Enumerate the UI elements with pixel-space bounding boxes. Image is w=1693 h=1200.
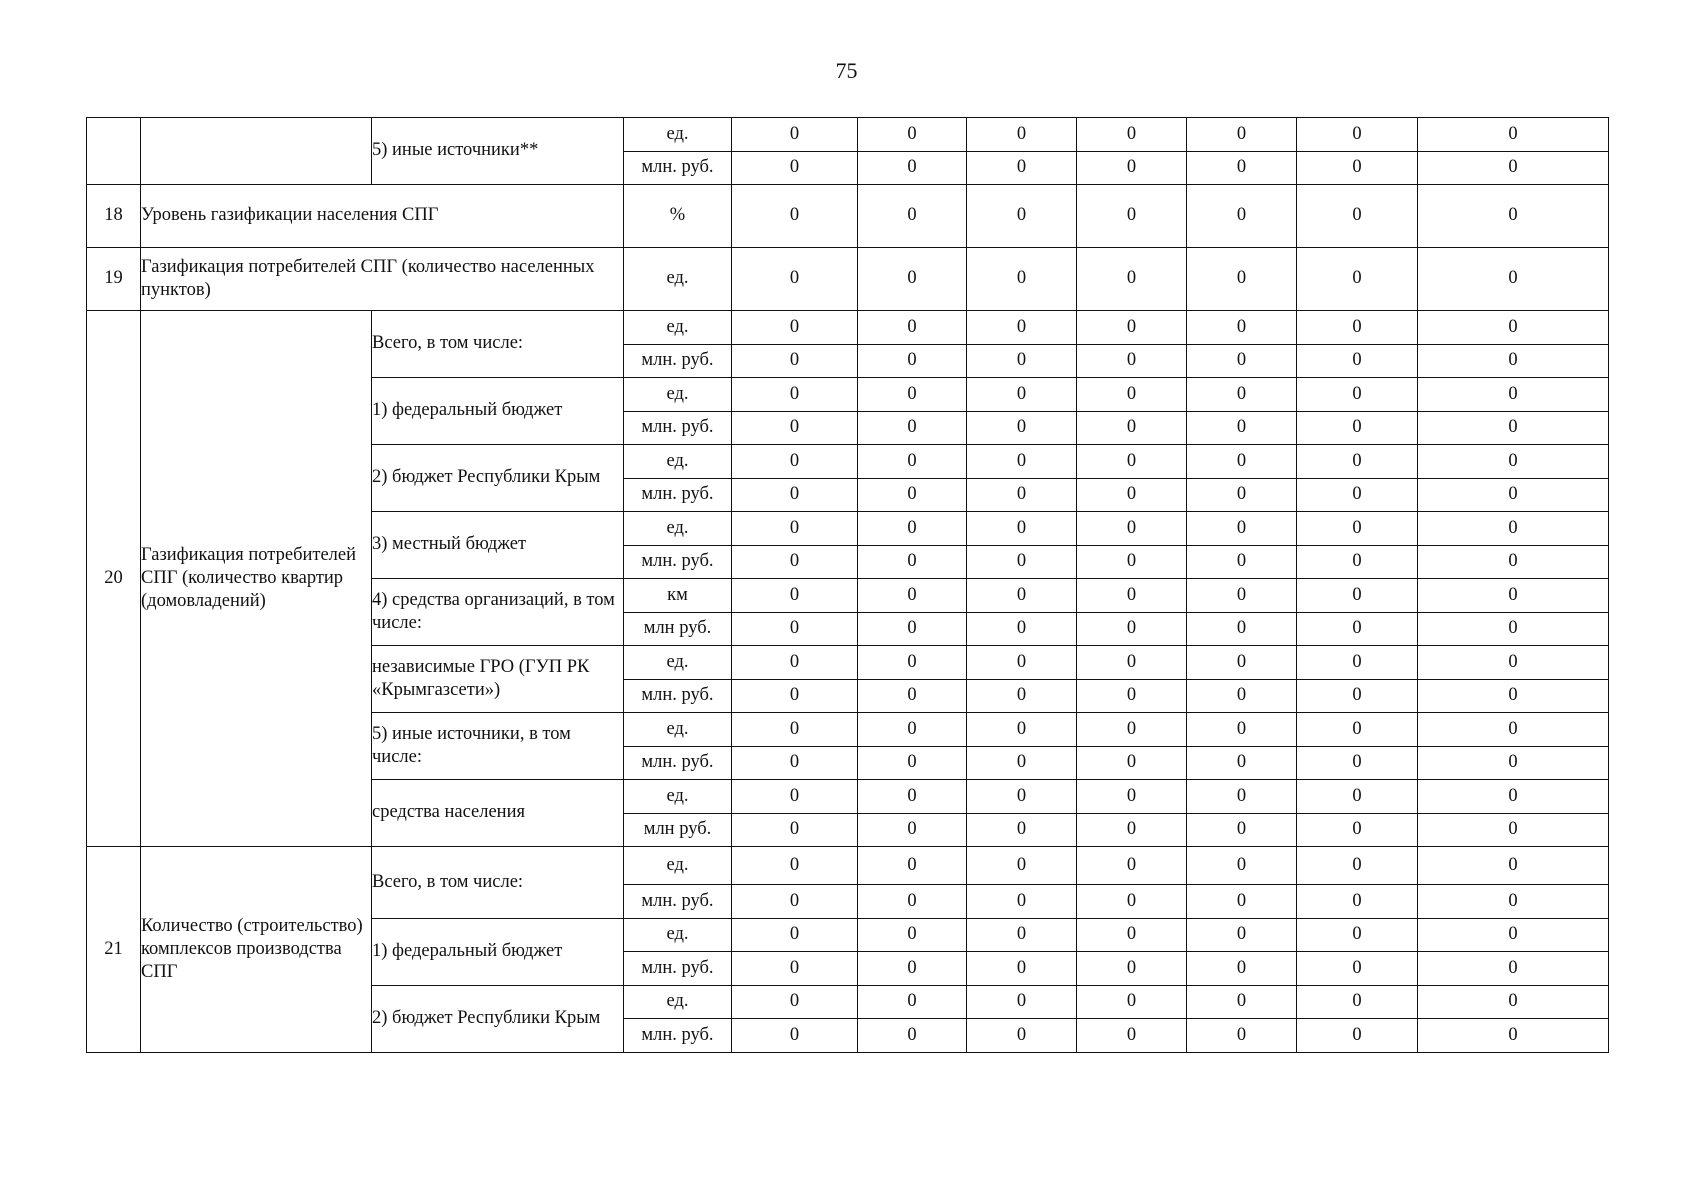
value-cell: 0	[1187, 885, 1297, 919]
unit-cell: ед.	[624, 311, 732, 345]
value-cell: 0	[967, 151, 1077, 185]
funding-source-cell: Всего, в том числе:	[372, 847, 624, 919]
value-cell: 0	[1297, 185, 1418, 248]
value-cell: 0	[1297, 411, 1418, 445]
value-cell: 0	[732, 248, 858, 311]
value-cell: 0	[1297, 780, 1418, 814]
value-cell: 0	[1187, 579, 1297, 613]
value-cell: 0	[732, 847, 858, 885]
value-cell: 0	[858, 780, 967, 814]
value-cell: 0	[1077, 512, 1187, 546]
value-cell: 0	[1297, 813, 1418, 847]
value-cell: 0	[1418, 445, 1609, 479]
value-cell: 0	[1187, 185, 1297, 248]
value-cell: 0	[1418, 478, 1609, 512]
unit-cell: ед.	[624, 985, 732, 1019]
value-cell: 0	[1077, 545, 1187, 579]
value-cell: 0	[732, 478, 858, 512]
value-cell: 0	[1297, 378, 1418, 412]
value-cell: 0	[967, 746, 1077, 780]
value-cell: 0	[967, 952, 1077, 986]
unit-cell: ед.	[624, 713, 732, 747]
value-cell: 0	[1187, 985, 1297, 1019]
value-cell: 0	[858, 713, 967, 747]
funding-source-cell: 2) бюджет Республики Крым	[372, 985, 624, 1052]
unit-cell: ед.	[624, 445, 732, 479]
unit-cell: ед.	[624, 248, 732, 311]
value-cell: 0	[1077, 646, 1187, 680]
unit-cell: ед.	[624, 646, 732, 680]
program-indicators-table	[86, 117, 1609, 1053]
unit-cell: млн. руб.	[624, 952, 732, 986]
value-cell: 0	[967, 512, 1077, 546]
value-cell: 0	[967, 646, 1077, 680]
value-cell: 0	[1077, 885, 1187, 919]
value-cell: 0	[1418, 885, 1609, 919]
value-cell: 0	[1077, 746, 1187, 780]
unit-cell: млн. руб.	[624, 344, 732, 378]
value-cell: 0	[858, 344, 967, 378]
value-cell: 0	[1418, 612, 1609, 646]
value-cell: 0	[967, 445, 1077, 479]
value-cell: 0	[1297, 713, 1418, 747]
value-cell: 0	[967, 118, 1077, 152]
value-cell: 0	[1418, 679, 1609, 713]
value-cell: 0	[732, 885, 858, 919]
table-row	[87, 248, 1609, 311]
value-cell: 0	[1418, 646, 1609, 680]
value-cell: 0	[858, 679, 967, 713]
table-row	[87, 185, 1609, 248]
value-cell: 0	[1077, 118, 1187, 152]
row-number-cell	[87, 118, 141, 185]
value-cell: 0	[1418, 813, 1609, 847]
value-cell: 0	[1187, 713, 1297, 747]
value-cell: 0	[1297, 512, 1418, 546]
value-cell: 0	[1297, 679, 1418, 713]
value-cell: 0	[1418, 151, 1609, 185]
value-cell: 0	[732, 151, 858, 185]
value-cell: 0	[1418, 378, 1609, 412]
value-cell: 0	[967, 185, 1077, 248]
value-cell: 0	[1297, 478, 1418, 512]
value-cell: 0	[858, 311, 967, 345]
value-cell: 0	[858, 185, 967, 248]
value-cell: 0	[858, 985, 967, 1019]
value-cell: 0	[1187, 248, 1297, 311]
value-cell: 0	[1077, 151, 1187, 185]
funding-source-cell: 1) федеральный бюджет	[372, 378, 624, 445]
value-cell: 0	[1297, 118, 1418, 152]
value-cell: 0	[967, 478, 1077, 512]
unit-cell: ед.	[624, 847, 732, 885]
value-cell: 0	[1077, 445, 1187, 479]
value-cell: 0	[967, 885, 1077, 919]
value-cell: 0	[1297, 248, 1418, 311]
value-cell: 0	[732, 985, 858, 1019]
value-cell: 0	[1187, 646, 1297, 680]
value-cell: 0	[1187, 545, 1297, 579]
value-cell: 0	[1418, 311, 1609, 345]
value-cell: 0	[1297, 344, 1418, 378]
value-cell: 0	[1187, 311, 1297, 345]
value-cell: 0	[732, 679, 858, 713]
row-number-cell: 20	[87, 311, 141, 847]
unit-cell: млн. руб.	[624, 1019, 732, 1053]
value-cell: 0	[1187, 847, 1297, 885]
row-number-cell: 21	[87, 847, 141, 1053]
value-cell: 0	[1187, 378, 1297, 412]
value-cell: 0	[1418, 344, 1609, 378]
value-cell: 0	[967, 579, 1077, 613]
value-cell: 0	[967, 713, 1077, 747]
value-cell: 0	[1297, 612, 1418, 646]
value-cell: 0	[1418, 545, 1609, 579]
value-cell: 0	[1187, 679, 1297, 713]
value-cell: 0	[858, 248, 967, 311]
value-cell: 0	[732, 378, 858, 412]
indicator-name-cell	[141, 118, 372, 185]
value-cell: 0	[1077, 847, 1187, 885]
value-cell: 0	[1297, 885, 1418, 919]
value-cell: 0	[732, 311, 858, 345]
value-cell: 0	[1077, 679, 1187, 713]
value-cell: 0	[732, 813, 858, 847]
value-cell: 0	[732, 411, 858, 445]
value-cell: 0	[1418, 918, 1609, 952]
indicator-name-cell: Уровень газификации населения СПГ	[141, 185, 624, 248]
value-cell: 0	[1418, 746, 1609, 780]
value-cell: 0	[1187, 952, 1297, 986]
value-cell: 0	[1187, 1019, 1297, 1053]
value-cell: 0	[858, 1019, 967, 1053]
value-cell: 0	[1187, 746, 1297, 780]
value-cell: 0	[1077, 311, 1187, 345]
indicator-name-cell: Газификация потребителей СПГ (количество населенных пунктов)	[141, 248, 624, 311]
value-cell: 0	[1077, 478, 1187, 512]
unit-cell: км	[624, 579, 732, 613]
table-row	[87, 311, 1609, 345]
value-cell: 0	[1187, 151, 1297, 185]
value-cell: 0	[858, 545, 967, 579]
funding-source-cell: 2) бюджет Республики Крым	[372, 445, 624, 512]
value-cell: 0	[732, 579, 858, 613]
value-cell: 0	[1297, 311, 1418, 345]
value-cell: 0	[858, 918, 967, 952]
value-cell: 0	[1418, 248, 1609, 311]
value-cell: 0	[1187, 918, 1297, 952]
value-cell: 0	[967, 813, 1077, 847]
value-cell: 0	[1297, 847, 1418, 885]
value-cell: 0	[732, 746, 858, 780]
value-cell: 0	[1077, 248, 1187, 311]
value-cell: 0	[1187, 445, 1297, 479]
funding-source-cell: средства населения	[372, 780, 624, 847]
value-cell: 0	[732, 118, 858, 152]
row-number-cell: 19	[87, 248, 141, 311]
value-cell: 0	[1077, 985, 1187, 1019]
row-number-cell: 18	[87, 185, 141, 248]
unit-cell: ед.	[624, 780, 732, 814]
value-cell: 0	[1297, 445, 1418, 479]
value-cell: 0	[1297, 579, 1418, 613]
value-cell: 0	[1077, 612, 1187, 646]
indicator-name-cell: Количество (строительство) комплексов производства СПГ	[141, 847, 372, 1053]
value-cell: 0	[732, 612, 858, 646]
unit-cell: млн. руб.	[624, 151, 732, 185]
value-cell: 0	[1418, 985, 1609, 1019]
value-cell: 0	[967, 344, 1077, 378]
funding-source-cell: 5) иные источники, в том числе:	[372, 713, 624, 780]
unit-cell: млн. руб.	[624, 679, 732, 713]
value-cell: 0	[967, 612, 1077, 646]
unit-cell: ед.	[624, 118, 732, 152]
value-cell: 0	[1077, 579, 1187, 613]
unit-cell: млн. руб.	[624, 411, 732, 445]
value-cell: 0	[858, 746, 967, 780]
value-cell: 0	[858, 813, 967, 847]
value-cell: 0	[858, 151, 967, 185]
value-cell: 0	[732, 445, 858, 479]
value-cell: 0	[732, 646, 858, 680]
value-cell: 0	[1077, 952, 1187, 986]
value-cell: 0	[1187, 512, 1297, 546]
value-cell: 0	[1077, 813, 1187, 847]
value-cell: 0	[1077, 918, 1187, 952]
value-cell: 0	[858, 445, 967, 479]
value-cell: 0	[1418, 780, 1609, 814]
value-cell: 0	[967, 679, 1077, 713]
value-cell: 0	[967, 545, 1077, 579]
indicator-name-cell: Газификация потребителей СПГ (количество квартир (домовладений)	[141, 311, 372, 847]
value-cell: 0	[858, 118, 967, 152]
value-cell: 0	[1077, 1019, 1187, 1053]
unit-cell: млн. руб.	[624, 746, 732, 780]
value-cell: 0	[1418, 579, 1609, 613]
value-cell: 0	[1418, 847, 1609, 885]
value-cell: 0	[858, 847, 967, 885]
value-cell: 0	[858, 885, 967, 919]
value-cell: 0	[1297, 545, 1418, 579]
table-row	[87, 847, 1609, 885]
value-cell: 0	[1418, 185, 1609, 248]
value-cell: 0	[1418, 118, 1609, 152]
value-cell: 0	[858, 579, 967, 613]
funding-source-cell: 3) местный бюджет	[372, 512, 624, 579]
value-cell: 0	[1077, 713, 1187, 747]
value-cell: 0	[858, 411, 967, 445]
value-cell: 0	[1418, 1019, 1609, 1053]
value-cell: 0	[732, 545, 858, 579]
value-cell: 0	[967, 248, 1077, 311]
value-cell: 0	[1077, 378, 1187, 412]
value-cell: 0	[1297, 918, 1418, 952]
value-cell: 0	[967, 985, 1077, 1019]
value-cell: 0	[1077, 780, 1187, 814]
value-cell: 0	[1297, 746, 1418, 780]
value-cell: 0	[858, 478, 967, 512]
value-cell: 0	[1077, 411, 1187, 445]
value-cell: 0	[967, 780, 1077, 814]
value-cell: 0	[858, 952, 967, 986]
value-cell: 0	[1297, 1019, 1418, 1053]
unit-cell: ед.	[624, 512, 732, 546]
value-cell: 0	[967, 847, 1077, 885]
value-cell: 0	[858, 646, 967, 680]
value-cell: 0	[1297, 952, 1418, 986]
value-cell: 0	[1418, 713, 1609, 747]
value-cell: 0	[732, 1019, 858, 1053]
value-cell: 0	[1187, 411, 1297, 445]
unit-cell: млн руб.	[624, 612, 732, 646]
value-cell: 0	[1418, 512, 1609, 546]
value-cell: 0	[732, 344, 858, 378]
value-cell: 0	[1077, 344, 1187, 378]
value-cell: 0	[1187, 344, 1297, 378]
unit-cell: ед.	[624, 378, 732, 412]
unit-cell: ед.	[624, 918, 732, 952]
unit-cell: млн. руб.	[624, 545, 732, 579]
value-cell: 0	[1297, 646, 1418, 680]
value-cell: 0	[967, 1019, 1077, 1053]
funding-source-cell: независимые ГРО (ГУП РК «Крымгазсети»)	[372, 646, 624, 713]
value-cell: 0	[1187, 813, 1297, 847]
value-cell: 0	[1187, 478, 1297, 512]
value-cell: 0	[732, 952, 858, 986]
table-row	[87, 118, 1609, 152]
value-cell: 0	[732, 185, 858, 248]
page-number: 75	[835, 58, 858, 83]
value-cell: 0	[967, 411, 1077, 445]
value-cell: 0	[967, 311, 1077, 345]
value-cell: 0	[1077, 185, 1187, 248]
funding-source-cell: 1) федеральный бюджет	[372, 918, 624, 985]
value-cell: 0	[1297, 985, 1418, 1019]
value-cell: 0	[732, 713, 858, 747]
unit-cell: %	[624, 185, 732, 248]
value-cell: 0	[1418, 952, 1609, 986]
value-cell: 0	[967, 918, 1077, 952]
funding-source-cell: 5) иные источники**	[372, 118, 624, 185]
value-cell: 0	[858, 612, 967, 646]
value-cell: 0	[1187, 612, 1297, 646]
unit-cell: млн. руб.	[624, 885, 732, 919]
value-cell: 0	[1187, 118, 1297, 152]
value-cell: 0	[858, 378, 967, 412]
funding-source-cell: 4) средства организаций, в том числе:	[372, 579, 624, 646]
value-cell: 0	[858, 512, 967, 546]
value-cell: 0	[732, 918, 858, 952]
value-cell: 0	[732, 512, 858, 546]
value-cell: 0	[1187, 780, 1297, 814]
funding-source-cell: Всего, в том числе:	[372, 311, 624, 378]
value-cell: 0	[1297, 151, 1418, 185]
unit-cell: млн. руб.	[624, 478, 732, 512]
value-cell: 0	[1418, 411, 1609, 445]
value-cell: 0	[967, 378, 1077, 412]
value-cell: 0	[732, 780, 858, 814]
unit-cell: млн руб.	[624, 813, 732, 847]
